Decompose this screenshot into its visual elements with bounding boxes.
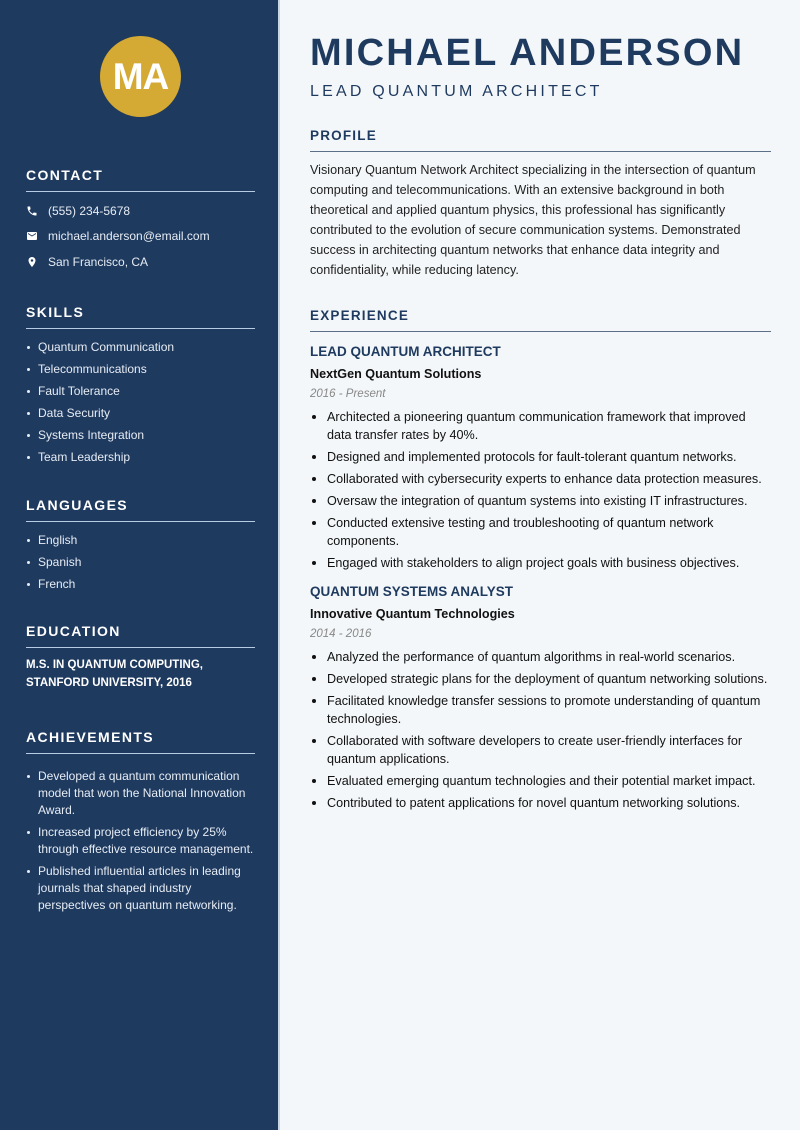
job-bullet: Engaged with stakeholders to align project goals with business objectives. [310,554,771,572]
skill-item: Team Leadership [26,449,255,465]
job-entry [310,584,771,812]
job-entry [310,344,771,572]
job-bullet: Collaborated with software developers to create user-friendly interfaces for quantum applications. [310,732,771,768]
skill-item: Fault Tolerance [26,383,255,399]
profile-heading: PROFILE [310,128,771,152]
languages-list [26,532,255,592]
skills-section [26,304,255,471]
achievements-heading: ACHIEVEMENTS [26,729,255,754]
profile-summary: Visionary Quantum Network Architect specializing in the intersection of quantum computing and telecommunications. With an extensive background in both theoretical and applied quantum physics, this professional has significantly contributed to the evolution of secure communication systems. Demonstrated success in architecting quantum networks that enhance data integrity and confidentiality, while reducing latency. [310,163,756,277]
phone-icon [26,205,38,217]
education-heading: EDUCATION [26,623,255,648]
job-bullet: Collaborated with cybersecurity experts to enhance data protection measures. [310,470,771,488]
experience-section [310,308,771,816]
location-value: San Francisco, CA [48,254,149,269]
contact-phone [26,198,255,224]
skill-item: Quantum Communication [26,339,255,355]
job-bullets [310,408,771,572]
sidebar [0,0,280,1130]
education-school: STANFORD UNIVERSITY, 2016 [26,677,192,689]
email-value: michael.anderson@email.com [48,229,210,244]
language-item: English [26,532,255,548]
job-dates: 2016 - Present [310,388,386,400]
job-bullet: Conducted extensive testing and troubleshooting of quantum network components. [310,514,771,550]
location-pin-icon [26,256,38,268]
skill-item: Telecommunications [26,361,255,377]
contact-heading: CONTACT [26,167,255,192]
language-item: Spanish [26,554,255,570]
job-bullet: Analyzed the performance of quantum algorithms in real-world scenarios. [310,648,771,666]
languages-heading: LANGUAGES [26,497,255,522]
phone-value: (555) 234-5678 [48,203,131,218]
contact-email [26,224,255,250]
skills-list [26,339,255,465]
job-bullet: Designed and implemented protocols for fault-tolerant quantum networks. [310,448,771,466]
candidate-name: MICHAEL ANDERSON [310,32,745,74]
education-entry [26,656,255,692]
job-bullet: Contributed to patent applications for novel quantum networking solutions. [310,794,771,812]
profile-section [310,128,771,280]
job-bullet: Architected a pioneering quantum communication framework that improved data transfer rates by 40%. [310,408,771,444]
skills-heading: SKILLS [26,304,255,329]
job-bullets [310,648,771,812]
achievements-section [26,729,255,919]
job-bullet: Oversaw the integration of quantum systems into existing IT infrastructures. [310,492,771,510]
education-section [26,623,255,692]
achievement-item: Published influential articles in leading journals that shaped industry perspectives on quantum networking. [26,863,255,914]
job-bullet: Developed strategic plans for the deployment of quantum networking solutions. [310,670,771,688]
job-title: QUANTUM SYSTEMS ANALYST [310,584,514,599]
job-bullet: Evaluated emerging quantum technologies and their potential market impact. [310,772,771,790]
skill-item: Systems Integration [26,427,255,443]
achievement-item: Increased project efficiency by 25% through effective resource management. [26,824,255,858]
skill-item: Data Security [26,405,255,421]
achievements-list [26,768,255,914]
languages-section [26,497,255,598]
candidate-title: LEAD QUANTUM ARCHITECT [310,83,603,100]
mail-icon [26,230,38,242]
avatar [100,36,181,117]
job-company: Innovative Quantum Technologies [310,607,515,621]
job-dates: 2014 - 2016 [310,628,372,640]
language-item: French [26,576,255,592]
job-bullet: Facilitated knowledge transfer sessions to promote understanding of quantum technologies. [310,692,771,728]
contact-section [26,167,255,275]
achievement-item: Developed a quantum communication model that won the National Innovation Award. [26,768,255,819]
experience-heading: EXPERIENCE [310,308,771,332]
job-company: NextGen Quantum Solutions [310,367,482,381]
avatar-initials: MA [112,55,169,97]
contact-location [26,249,255,275]
job-title: LEAD QUANTUM ARCHITECT [310,344,501,359]
education-degree: M.S. IN QUANTUM COMPUTING, [26,659,203,671]
